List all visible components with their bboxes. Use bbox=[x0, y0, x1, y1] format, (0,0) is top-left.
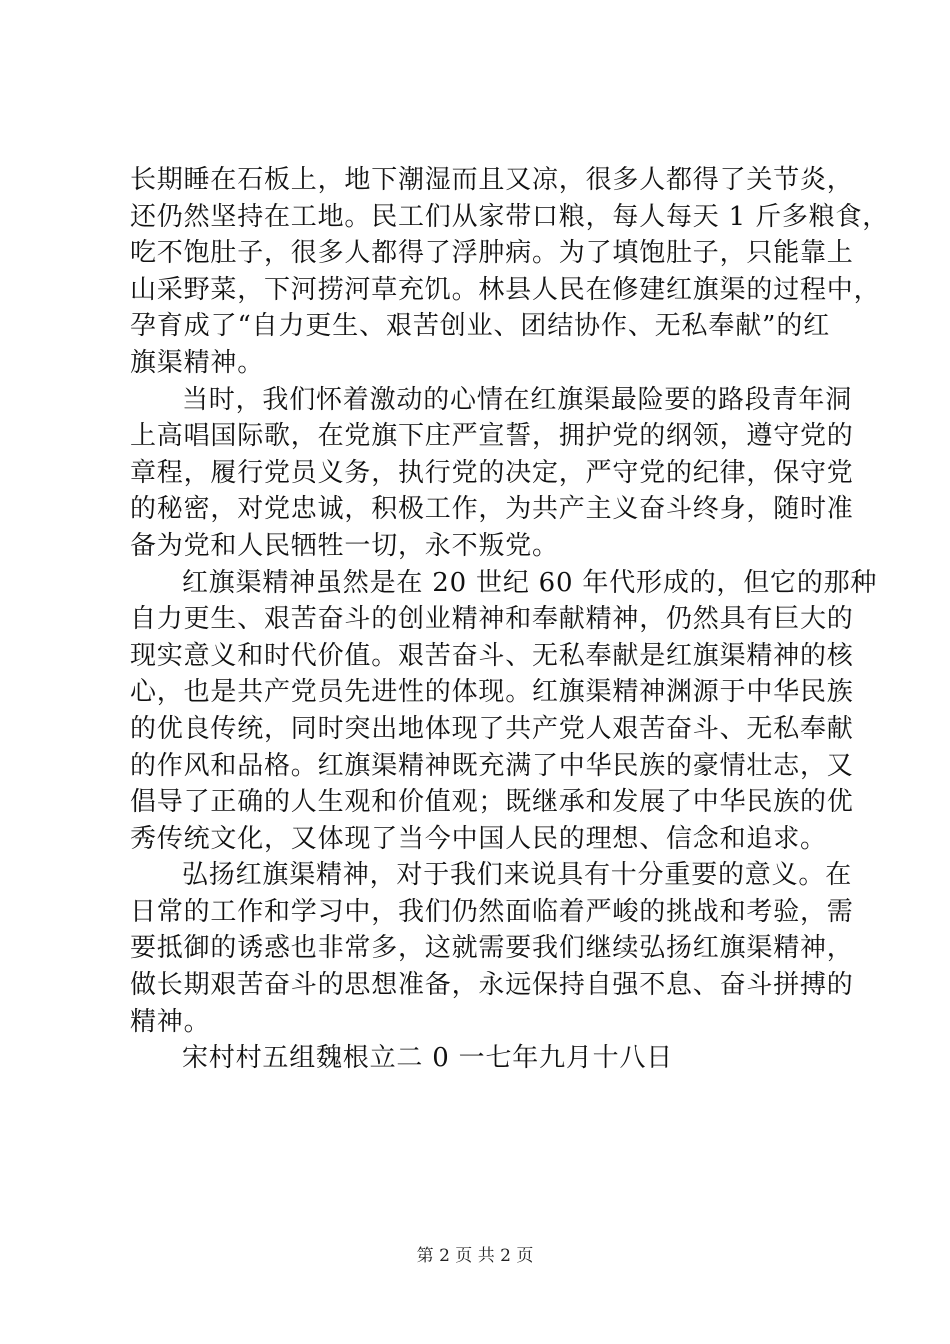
text-line: 的作风和品格。红旗渠精神既充满了中华民族的豪情壮志，又 bbox=[130, 750, 854, 781]
text-line: 要抵御的诱惑也非常多，这就需要我们继续弘扬红旗渠精神， bbox=[130, 933, 854, 964]
text-line: 倡导了正确的人生观和价值观；既继承和发展了中华民族的优 bbox=[130, 787, 854, 818]
text-line: 长期睡在石板上，地下潮湿而且又凉，很多人都得了关节炎， bbox=[130, 165, 854, 195]
text-line: 吃不饱肚子，很多人都得了浮肿病。为了填饱肚子，只能靠上 bbox=[130, 238, 854, 269]
text-line: 章程，履行党员义务，执行党的决定，严守党的纪律，保守党 bbox=[130, 457, 854, 488]
text-line: 秀传统文化，又体现了当今中国人民的理想、信念和追求。 bbox=[130, 823, 827, 854]
signature-line: 宋村村五组魏根立二 0 一七年九月十八日 bbox=[182, 1043, 674, 1074]
page-number-footer: 第 2 页 共 2 页 bbox=[416, 1246, 534, 1266]
text-line: 还仍然坚持在工地。民工们从家带口粮，每人每天 1 斤多粮食， bbox=[130, 201, 890, 232]
text-line: 孕育成了“自力更生、艰苦创业、团结协作、无私奉献”的红 bbox=[130, 311, 830, 342]
text-line: 的秘密，对党忠诚，积极工作，为共产主义奋斗终身，随时准 bbox=[130, 494, 854, 525]
text-line: 日常的工作和学习中，我们仍然面临着严峻的挑战和考验，需 bbox=[130, 896, 854, 927]
text-line: 弘扬红旗渠精神，对于我们来说具有十分重要的意义。在 bbox=[182, 860, 853, 891]
text-line: 自力更生、艰苦奋斗的创业精神和奉献精神，仍然具有巨大的 bbox=[130, 604, 854, 635]
text-line: 上高唱国际歌，在党旗下庄严宣誓，拥护党的纲领，遵守党的 bbox=[130, 421, 854, 452]
text-line: 心，也是共产党员先进性的体现。红旗渠精神渊源于中华民族 bbox=[130, 677, 854, 708]
text-line: 旗渠精神。 bbox=[130, 347, 265, 378]
text-line: 红旗渠精神虽然是在 20 世纪 60 年代形成的，但它的那种 bbox=[182, 567, 878, 598]
text-line: 的优良传统，同时突出地体现了共产党人艰苦奋斗、无私奉献 bbox=[130, 713, 854, 744]
text-line: 备为党和人民牺牲一切，永不叛党。 bbox=[130, 530, 559, 561]
text-line: 山采野菜，下河捞河草充饥。林县人民在修建红旗渠的过程中， bbox=[130, 274, 881, 305]
text-line: 做长期艰苦奋斗的思想准备，永远保持自强不息、奋斗拼搏的 bbox=[130, 970, 854, 1001]
text-line: 当时，我们怀着激动的心情在红旗渠最险要的路段青年洞 bbox=[182, 384, 853, 415]
text-line: 精神。 bbox=[130, 1006, 211, 1037]
text-line: 现实意义和时代价值。艰苦奋斗、无私奉献是红旗渠精神的核 bbox=[130, 640, 854, 671]
document-body bbox=[130, 162, 890, 1077]
